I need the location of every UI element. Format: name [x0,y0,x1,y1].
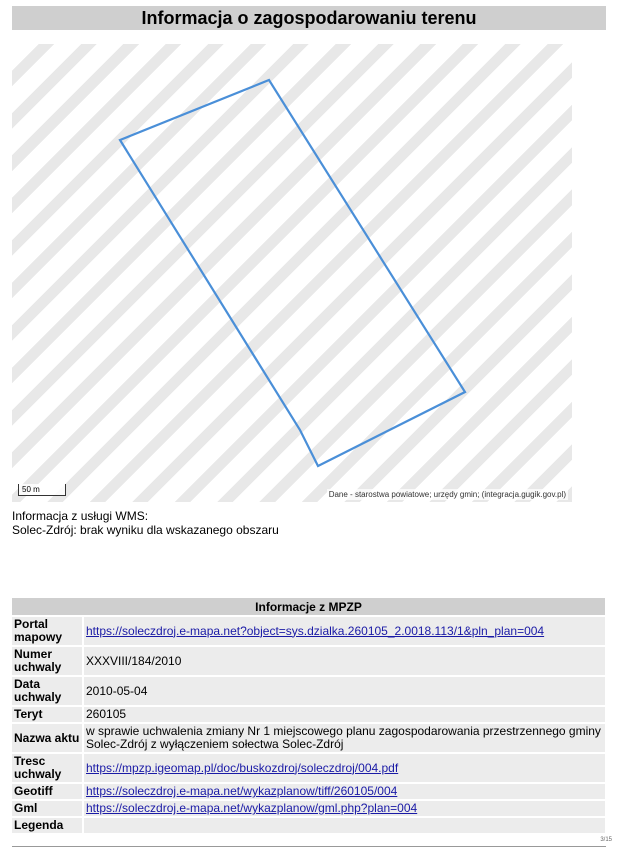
row-value: w sprawie uchwalenia zmiany Nr 1 miejscowego planu zagospodarowania przestrzennego gminy Solec-Zdrój z wyłączeniem sołectwa Solec-Zdrój [83,723,605,753]
row-value: 260105 [83,706,605,723]
map-scale-bar: 50 m [18,484,66,496]
row-value [83,616,605,646]
row-label: Legenda [12,817,83,834]
wms-info [12,509,279,537]
row-link[interactable]: https://soleczdroj.e-mapa.net?object=sys.dzialka.260105_2.0018.113/1&pln_plan=004 [86,623,545,638]
table-row [12,676,605,706]
table-row [12,706,605,723]
wms-heading: Informacja z usługi WMS: [12,509,149,523]
page-bottom-rule [12,846,606,847]
parcel-outline [12,44,572,502]
row-label: Numer uchwaly [12,646,83,676]
row-label: Tresc uchwaly [12,753,83,783]
map-view[interactable] [12,44,572,502]
mpzp-table-title: Informacje z MPZP [12,598,605,616]
mpzp-table [12,598,605,835]
table-row [12,646,605,676]
table-row [12,723,605,753]
row-label: Portal mapowy [12,616,83,646]
row-value [83,783,605,800]
table-row [12,753,605,783]
page-number: 3/15 [600,837,612,843]
row-link[interactable]: https://mpzp.igeomap.pl/doc/buskozdroj/soleczdroj/004.pdf [86,760,399,775]
wms-result: Solec-Zdrój: brak wyniku dla wskazanego obszaru [12,523,279,537]
row-value: 2010-05-04 [83,676,605,706]
row-label: Gml [12,800,83,817]
page-title: Informacja o zagospodarowaniu terenu [12,6,606,30]
row-link[interactable]: https://soleczdroj.e-mapa.net/wykazplanow/gml.php?plan=004 [86,801,418,815]
row-value [83,817,605,834]
row-label: Teryt [12,706,83,723]
row-label: Geotiff [12,783,83,800]
row-value [83,800,605,817]
table-row [12,783,605,800]
row-link[interactable]: https://soleczdroj.e-mapa.net/wykazplanow/tiff/260105/004 [86,784,398,798]
row-label: Data uchwaly [12,676,83,706]
map-attribution: Dane - starostwa powiatowe; urzędy gmin; (integracja.gugik.gov.pl) [328,490,566,499]
row-label: Nazwa aktu [12,723,83,753]
table-row [12,817,605,834]
row-value: XXXVIII/184/2010 [83,646,605,676]
table-row [12,616,605,646]
row-value [83,753,605,783]
table-row [12,800,605,817]
